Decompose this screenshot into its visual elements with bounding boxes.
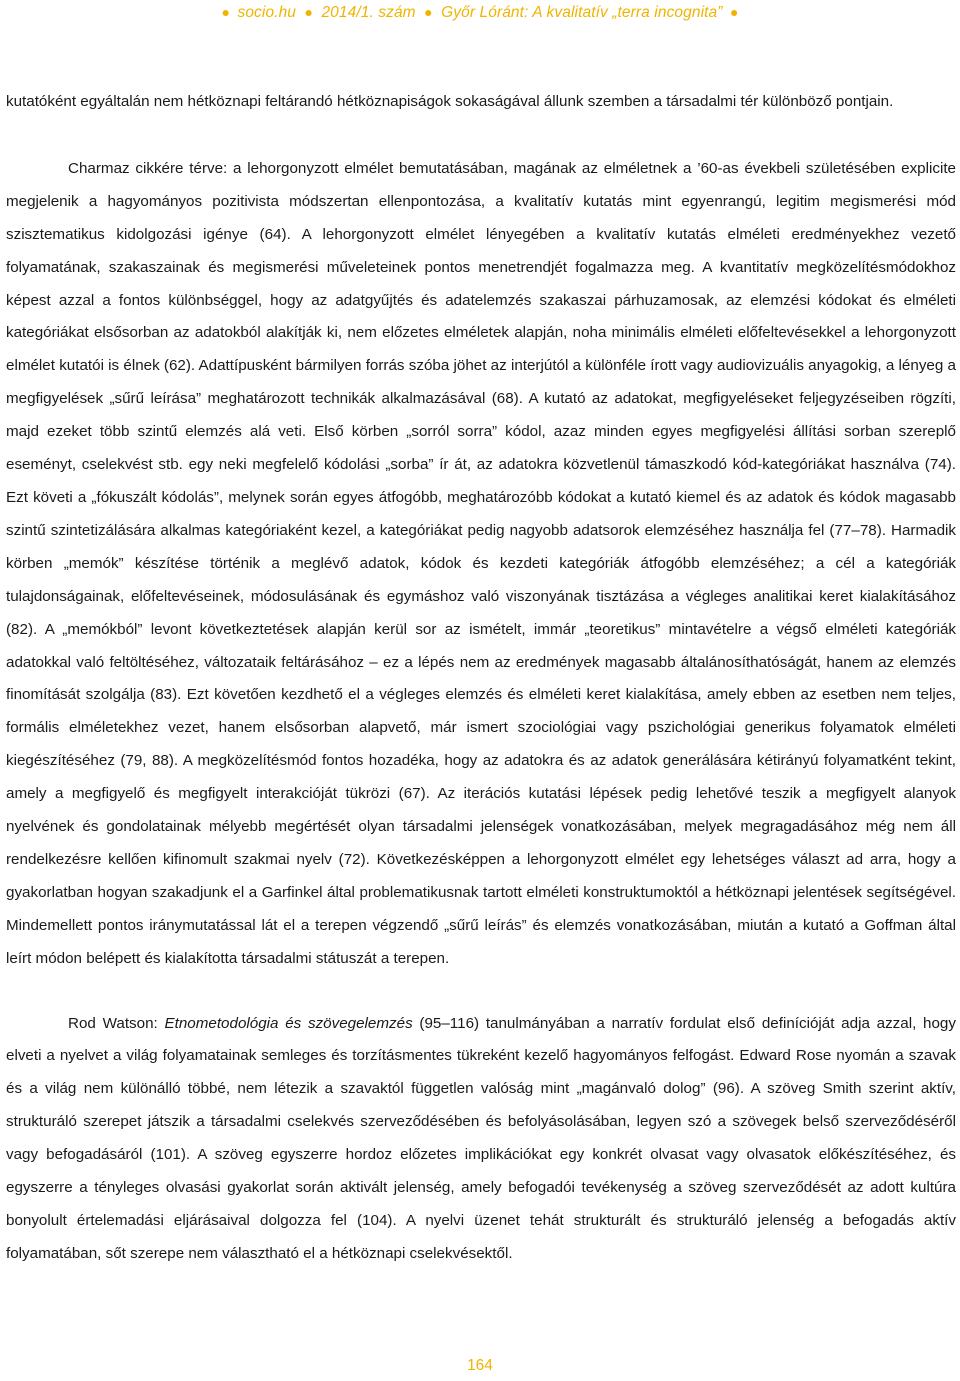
bullet-icon: ● xyxy=(221,4,231,20)
paragraph-watson-title: Etnometodológia és szövegelemzés xyxy=(164,1014,413,1032)
paragraph-continued: kutatóként egyáltalán nem hétköznapi feltárandó hétköznapiságok sokaságával állunk szemben a társadalmi tér különböző pontjain. xyxy=(6,93,894,110)
header-article: Győr Lóránt: A kvalitatív „terra incognita” xyxy=(441,4,723,21)
paragraph-watson xyxy=(6,1008,956,1271)
bullet-icon: ● xyxy=(729,4,739,20)
article-body xyxy=(6,86,956,1271)
paragraph-charmaz: Charmaz cikkére térve: a lehorgonyzott elmélet bemutatásában, magának az elméletnek a ’60-as évekbeli születésében explicite megjelenik a hagyományos pozitivista módszertan ellenpontozása, a kvalitatív kutatás mint egyenrangú, legitim megismerési mód szisztematikus kidolgozási igénye (64). A lehorgonyzott elmélet lényegében a kvalitatív kutatás elméleti eredményekhez vezető folyamatának, szakaszainak és megismerési műveleteinek pontos menetrendjét fogalmazza meg. A kvantitatív megközelítésmódokhoz képest azzal a fontos különbséggel, hogy az adatgyűjtés és adatelemzés szakaszai párhuzamosak, az elemzési kódokat és elméleti kategóriákat elsősorban az adatokból alakítják ki, nem előzetes elméletek alapján, noha minimális elméleti előfeltevésekkel a lehorgonyzott elmélet kutatói is élnek (62). Adattípusként bármilyen forrás szóba jöhet az interjútól a különféle írott vagy audiovizuális anyagokig, a lényeg a megfigyelések „sűrű leírása” meghatározott technikák alkalmazásával (68). A kutató az adatokat, megfigyeléseket feljegyzéseiben rögzíti, majd ezeket több szintű elemzés alá veti. Első körben „sorról sorra” kódol, azaz minden egyes megfigyelési állítási sorban szereplő eseményt, cselekvést stb. egy neki megfelelő kódolási „sorba” ír át, az adatokra közvetlenül támaszkodó kód-kategóriákat használva (74). Ezt követi a „fókuszált kódolás”, melynek során egyes átfogóbb, meghatározóbb kódokat a kutató kiemel és az adatok és kódok magasabb szintű szintetizálására alkalmas kategóriaként kezel, a kategóriákat pedig nagyobb adatsorok elemzéséhez használja fel (77–78). Harmadik körben „memók” készítése történik a meglévő adatok, kódok és kezdeti kategóriák átfogóbb elemzéséhez; a cél a kategóriák tulajdonságainak, előfeltevéseinek, módosulásának és egymáshoz való viszonyának tisztázása a végleges analitikai keret kialakításához (82). A „memókból” levont következtetések alapján kerül sor az ismételt, immár „teoretikus” mintavételre a végső elméleti kategóriák adatokkal való feltöltéséhez, változataik feltárásához – ez a lépés nem az eredmények magasabb általánosíthatóságát, hanem az elemzés finomítását szolgálja (83). Ezt követően kezdhető el a végleges elemzés és elméleti keret kialakítása, amely ebben az esetben nem teljes, formális elméletekhez vezet, hanem elsősorban alapvető, már ismert szociológiai vagy pszichológiai generikus folyamatok elméleti kiegészítéséhez (79, 88). A megközelítésmód fontos hozadéka, hogy az adatokra és az adatok generálására kétirányú folyamatként tekint, amely a megfigyelő és megfigyelt interakcióját tükrözi (67). Az iterációs kutatási lépések pedig lehetővé teszik a megfigyelt alanyok nyelvének és gondolatainak mélyebb megértését olyan társadalmi jelenségek vonatkozásában, melyek megragadásához még nem áll rendelkezésre kellően kifinomult szakmai nyelv (72). Következésképpen a lehorgonyzott elmélet egy lehetséges választ ad arra, hogy a gyakorlatban hogyan szakadjunk el a Garfinkel által problematikusnak tartott elméleti konstruktumoktól a hétköznapi jelentések segítségével. Mindemellett pontos iránymutatással lát el a terepen végzendő „sűrű leírás” és elemzés vonatkozásában, miután a kutató a Goffman által leírt módon belépett és kialakította társadalmi státuszát a terepen. xyxy=(6,159,956,967)
paragraph-watson-lead: Rod Watson: xyxy=(68,1014,165,1032)
header-issue: 2014/1. szám xyxy=(321,4,416,21)
bullet-icon: ● xyxy=(304,4,314,20)
bullet-icon: ● xyxy=(424,4,433,20)
page-number: 164 xyxy=(467,1357,493,1374)
paragraph-watson-body: (95–116) tanulmányában a narratív fordulat első definícióját adja azzal, hogy elveti a nyelvet a világ folyamatainak semleges és torzításmentes tükreként kezelő hagyományos felfogást. Edward Rose nyomán a szavak és a világ nem különálló többé, nem létezik a szavaktól független valóság mint „magánvaló dolog” (96). A szöveg Smith szerint aktív, strukturáló szerepet játszik a társadalmi cselekvés szerveződésében és befolyásolásában, legyen szó a szövegek belső szerveződéséről vagy befogadásáról (101). A szöveg egyszerre hordoz előzetes implikációkat egy konkrét olvasat vagy olvasatok előkészítéséhez, és egyszerre a tényleges olvasási gyakorlat során aktivált jelenség, amely befogadói tevékenység a szöveg szerveződését az adott kultúra bonyolult értelemadási eljárásaival dolgozza fel (104). A nyelvi üzenet tehát strukturált és strukturáló jelenség a befogadás aktív folyamatában, sőt szerepe nem választható el a hétköznapi cselekvésektől. xyxy=(6,1014,956,1262)
running-header xyxy=(0,4,960,22)
header-site: socio.hu xyxy=(237,4,297,21)
